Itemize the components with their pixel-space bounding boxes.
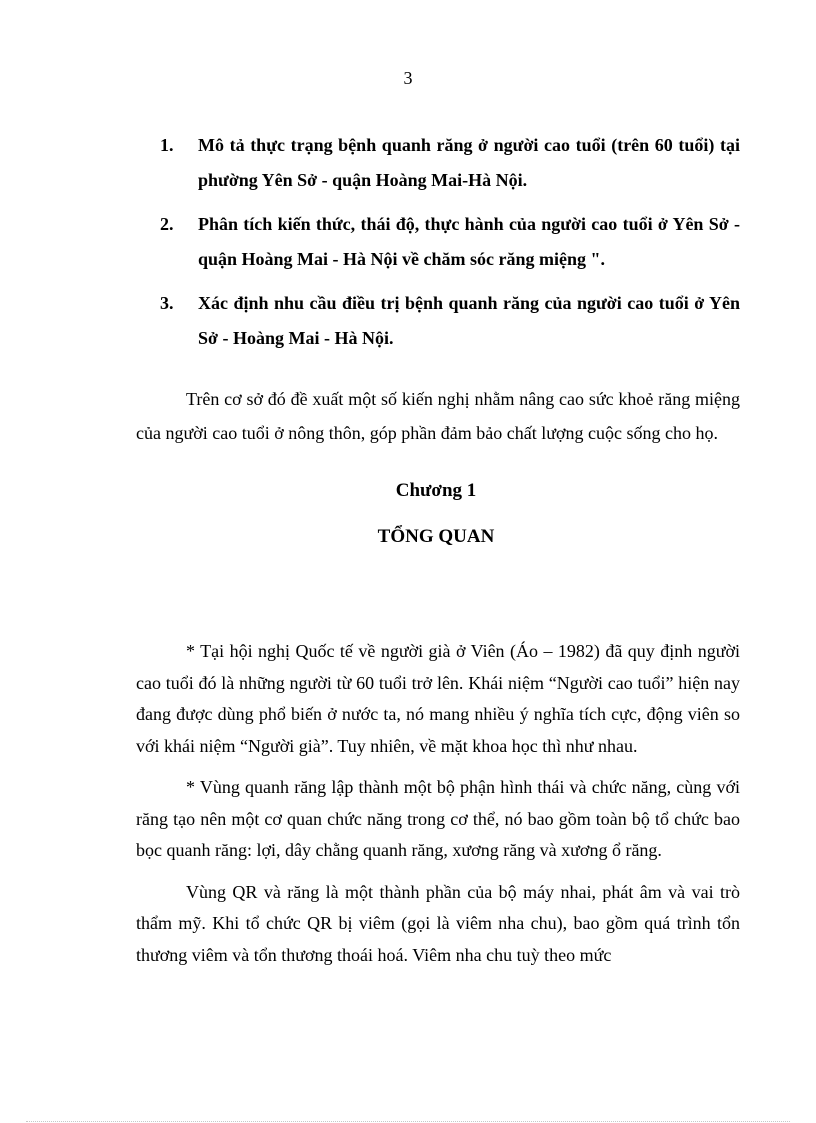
objective-item	[160, 207, 740, 277]
page-number: 3	[403, 68, 413, 88]
objective-number: 1.	[160, 135, 174, 155]
intro-paragraph: Trên cơ sở đó đề xuất một số kiến nghị nhằm nâng cao sức khoẻ răng miệng của người cao tuổi ở nông thôn, góp phần đảm bảo chất lượng cuộc sống cho họ.	[136, 389, 740, 443]
objective-text: Phân tích kiến thức, thái độ, thực hành của người cao tuổi ở Yên Sở - quận Hoàng Mai - Hà Nội về chăm sóc răng miệng ".	[198, 214, 740, 269]
footer-divider	[26, 1121, 790, 1122]
body-paragraph: * Vùng quanh răng lập thành một bộ phận hình thái và chức năng, cùng với răng tạo nên một cơ quan chức năng trong cơ thể, nó bao gồm toàn bộ tổ chức bao bọc quanh răng: lợi, dây chằng quanh răng, xương răng và xương ổ răng.	[136, 777, 740, 860]
objective-text: Mô tả thực trạng bệnh quanh răng ở người cao tuổi (trên 60 tuổi) tại phường Yên Sở - quận Hoàng Mai-Hà Nội.	[198, 135, 740, 190]
objectives-list	[160, 128, 740, 365]
objective-number: 3.	[160, 293, 174, 313]
objective-item	[160, 128, 740, 198]
body-paragraph: * Tại hội nghị Quốc tế về người già ở Viên (Áo – 1982) đã quy định người cao tuổi đó là những người từ 60 tuổi trở lên. Khái niệm “Người cao tuổi” hiện nay đang được dùng phổ biến ở nước ta, nó mang nhiều ý nghĩa tích cực, động viên so với khái niệm “Người già”. Tuy nhiên, về mặt khoa học thì như nhau.	[136, 641, 740, 756]
objective-text: Xác định nhu cầu điều trị bệnh quanh răng của người cao tuổi ở Yên Sở - Hoàng Mai - Hà Nội.	[198, 293, 740, 348]
chapter-number: Chương 1	[395, 480, 477, 501]
chapter-title: TỔNG QUAN	[377, 526, 495, 547]
body-text	[136, 636, 740, 981]
objective-item	[160, 286, 740, 356]
body-paragraph: Vùng QR và răng là một thành phần của bộ máy nhai, phát âm và vai trò thẩm mỹ. Khi tổ chức QR bị viêm (gọi là viêm nha chu), bao gồm quá trình tổn thương viêm và tổn thương thoái hoá. Viêm nha chu tuỳ theo mức	[136, 881, 740, 965]
objective-number: 2.	[160, 214, 174, 234]
